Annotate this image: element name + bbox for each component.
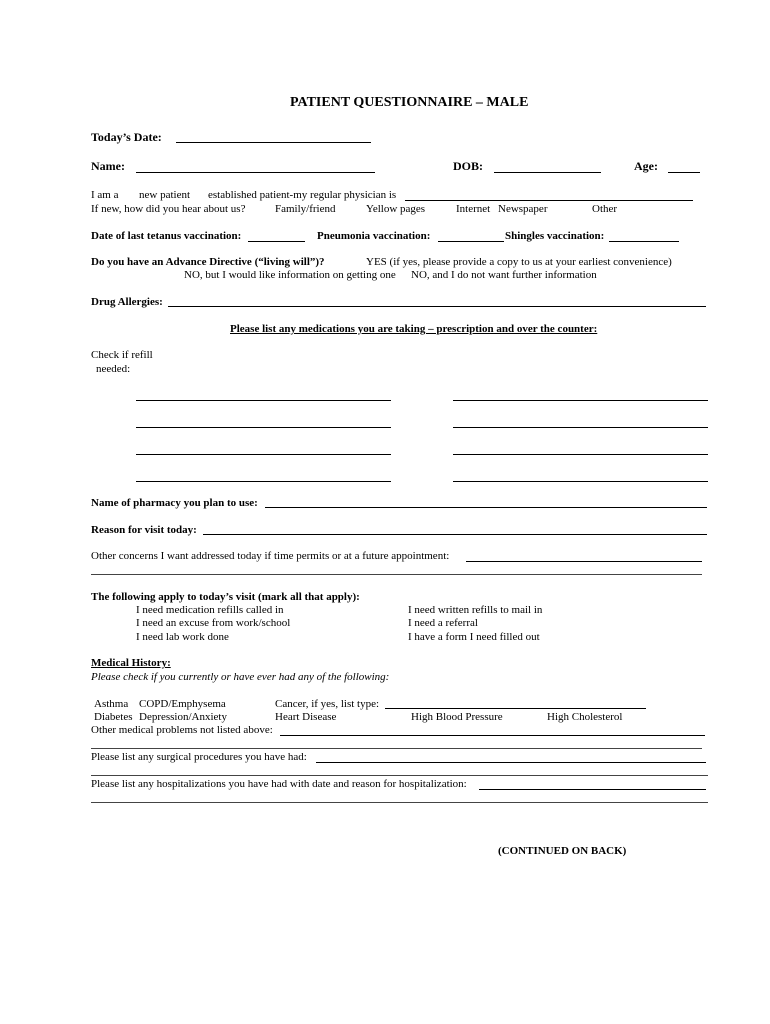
refill-label: Check if refill — [91, 349, 153, 361]
other-concerns-field[interactable] — [466, 548, 702, 560]
medication-line[interactable] — [453, 427, 708, 428]
name-line — [136, 172, 375, 173]
other-problems-line — [280, 735, 705, 736]
referral-option-internet[interactable]: Internet — [456, 203, 491, 215]
shingles-label: Shingles vaccination: — [505, 230, 605, 242]
advance-directive-question: Do you have an Advance Directive (“living will”)? — [91, 256, 325, 268]
medication-line[interactable] — [136, 427, 391, 428]
pneumonia-field[interactable] — [438, 228, 504, 240]
medical-history-instruction: Please check if you currently or have ever had any of the following: — [91, 671, 390, 683]
visit-needs-heading: The following apply to today’s visit (mark all that apply): — [91, 591, 360, 603]
condition-cancer[interactable]: Cancer, if yes, list type: — [275, 698, 380, 710]
advance-directive-yes-option[interactable]: YES (if yes, please provide a copy to us at your earliest convenience) — [366, 256, 672, 268]
reason-line — [203, 534, 707, 535]
medication-line[interactable] — [136, 400, 391, 401]
condition-depression[interactable]: Depression/Anxiety — [139, 711, 227, 723]
reason-label: Reason for visit today: — [91, 524, 197, 536]
other-problems-label: Other medical problems not listed above: — [91, 724, 273, 736]
referral-option-newspaper[interactable]: Newspaper — [498, 203, 548, 215]
hear-about-us-question: If new, how did you hear about us? — [91, 203, 246, 215]
pneumonia-line — [438, 241, 504, 242]
other-problems-field[interactable] — [280, 722, 705, 734]
shingles-field[interactable] — [609, 228, 679, 240]
age-line — [668, 172, 700, 173]
medication-line[interactable] — [453, 481, 708, 482]
age-label: Age: — [634, 159, 658, 173]
shingles-line — [609, 241, 679, 242]
name-label: Name: — [91, 159, 125, 173]
condition-heart-disease[interactable]: Heart Disease — [275, 711, 337, 723]
hospitalizations-line — [479, 789, 706, 790]
hospitalizations-label: Please list any hospitalizations you have had with date and reason for hospitalization: — [91, 778, 467, 790]
cancer-type-field[interactable] — [385, 695, 646, 707]
regular-physician-line — [405, 200, 693, 201]
dob-label: DOB: — [453, 159, 483, 173]
drug-allergies-field[interactable] — [168, 293, 706, 305]
regular-physician-field[interactable] — [405, 187, 693, 199]
refill-label-2: needed: — [96, 363, 131, 375]
other-concerns-line-2[interactable] — [91, 574, 702, 575]
visit-need-option[interactable]: I have a form I need filled out — [408, 631, 540, 643]
visit-need-option[interactable]: I need a referral — [408, 617, 478, 629]
surgical-line — [316, 762, 706, 763]
other-concerns-label: Other concerns I want addressed today if time permits or at a future appointment: — [91, 550, 450, 562]
medications-heading: Please list any medications you are taking – prescription and over the counter: — [230, 323, 598, 335]
condition-asthma[interactable]: Asthma — [94, 698, 129, 710]
medical-history-heading: Medical History: — [91, 657, 171, 669]
hospitalizations-line-2[interactable] — [91, 802, 708, 803]
dob-field[interactable] — [494, 159, 601, 171]
condition-high-cholesterol[interactable]: High Cholesterol — [547, 711, 623, 723]
advance-directive-no-option[interactable]: NO, and I do not want further information — [411, 269, 597, 281]
referral-option-family[interactable]: Family/friend — [275, 203, 336, 215]
advance-directive-no-info-option[interactable]: NO, but I would like information on getting one — [184, 269, 396, 281]
other-concerns-line — [466, 561, 702, 562]
todays-date-line — [176, 142, 371, 143]
drug-allergies-label: Drug Allergies: — [91, 296, 163, 308]
referral-option-yellow-pages[interactable]: Yellow pages — [366, 203, 426, 215]
condition-copd[interactable]: COPD/Emphysema — [139, 698, 226, 710]
medication-line[interactable] — [136, 454, 391, 455]
medication-line[interactable] — [453, 400, 708, 401]
medication-line[interactable] — [453, 454, 708, 455]
todays-date-label: Today’s Date: — [91, 130, 162, 144]
page-title: PATIENT QUESTIONNAIRE – MALE — [290, 95, 529, 110]
condition-high-blood-pressure[interactable]: High Blood Pressure — [411, 711, 503, 723]
medication-line[interactable] — [136, 481, 391, 482]
visit-need-option[interactable]: I need lab work done — [136, 631, 229, 643]
visit-need-option[interactable]: I need medication refills called in — [136, 604, 284, 616]
age-field[interactable] — [668, 159, 700, 171]
tetanus-field[interactable] — [248, 228, 305, 240]
surgical-field[interactable] — [316, 749, 706, 761]
pharmacy-line — [265, 507, 707, 508]
continued-note: (CONTINUED ON BACK) — [498, 845, 627, 857]
drug-allergies-line — [168, 306, 706, 307]
pharmacy-field[interactable] — [265, 494, 707, 506]
reason-field[interactable] — [203, 521, 707, 533]
new-patient-option[interactable]: new patient — [139, 189, 191, 201]
todays-date-field[interactable] — [176, 129, 371, 141]
tetanus-line — [248, 241, 305, 242]
visit-need-option[interactable]: I need written refills to mail in — [408, 604, 543, 616]
dob-line — [494, 172, 601, 173]
cancer-type-line — [385, 708, 646, 709]
visit-need-option[interactable]: I need an excuse from work/school — [136, 617, 291, 629]
i-am-a-label: I am a — [91, 189, 119, 201]
tetanus-label: Date of last tetanus vaccination: — [91, 230, 242, 242]
hospitalizations-field[interactable] — [479, 776, 706, 788]
pharmacy-label: Name of pharmacy you plan to use: — [91, 497, 258, 509]
established-patient-option[interactable]: established patient-my regular physician is — [208, 189, 397, 201]
surgical-label: Please list any surgical procedures you have had: — [91, 751, 307, 763]
condition-diabetes[interactable]: Diabetes — [94, 711, 133, 723]
pneumonia-label: Pneumonia vaccination: — [317, 230, 431, 242]
name-field[interactable] — [136, 159, 375, 171]
referral-option-other[interactable]: Other — [592, 203, 618, 215]
